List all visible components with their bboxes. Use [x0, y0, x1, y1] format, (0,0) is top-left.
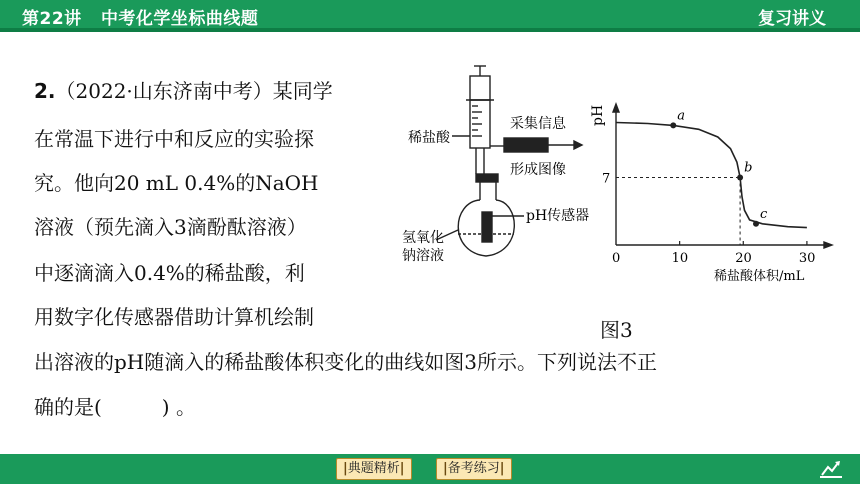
image-label: 形成图像 — [510, 162, 566, 178]
naoh-label-1: 氢氧化 — [402, 230, 444, 246]
point-label-c: c — [760, 206, 768, 222]
x-tick-label: 0 — [612, 251, 621, 266]
y-axis-label: pH — [590, 104, 606, 126]
naoh-label-2: 钠溶液 — [402, 248, 444, 264]
lecture-title — [22, 4, 258, 29]
ph-chart — [590, 100, 842, 290]
question-line-4: 溶液（预先滴入3滴酚酞溶液） — [34, 215, 307, 239]
x-axis-arrow — [824, 242, 832, 248]
question-number: 2. — [34, 79, 56, 103]
point-b — [737, 175, 743, 181]
x-tick-label: 30 — [798, 251, 816, 266]
question-line-8: 确的是( ) 。 — [34, 395, 196, 419]
question-line-2: 在常温下进行中和反应的实验探 — [34, 127, 314, 151]
footer-bar — [0, 454, 860, 484]
syringe-upper — [470, 76, 490, 100]
point-label-b: b — [744, 160, 753, 176]
section-title: 复习讲义 — [758, 9, 826, 29]
practice-label: 备考练习 — [447, 461, 500, 476]
y-tick-label: 7 — [602, 171, 611, 187]
ph-curve — [616, 123, 807, 228]
question-line-3: 究。他向20 mL 0.4%的NaOH — [34, 171, 319, 195]
point-a — [670, 122, 676, 128]
figure-caption: 图3 — [600, 318, 633, 342]
sensor-label: pH传感器 — [526, 208, 590, 224]
point-label-a: a — [677, 108, 686, 124]
question-line-7: 出溶液的pH随滴入的稀盐酸体积变化的曲线如图3所示。下列说法不正 — [34, 350, 657, 374]
arrow-head — [574, 141, 582, 149]
x-tick-label: 10 — [671, 251, 689, 266]
question-source: （2022·山东济南中考）某同学 — [55, 79, 333, 103]
return-icon[interactable] — [818, 459, 844, 479]
y-axis-arrow — [613, 104, 619, 112]
x-axis-label: 稀盐酸体积/mL — [714, 269, 805, 284]
question-line-5: 中逐滴滴入0.4%的稀盐酸，利 — [34, 261, 305, 285]
typical-examples-label: 典题精析 — [347, 461, 400, 476]
typical-examples-button[interactable] — [336, 458, 412, 480]
point-c — [753, 221, 759, 227]
x-tick-label: 20 — [735, 251, 752, 266]
question-line-1 — [34, 79, 333, 103]
header-bar — [0, 0, 860, 32]
collect-label: 采集信息 — [510, 116, 566, 132]
ph-probe — [482, 212, 492, 242]
lecture-topic: 中考化学坐标曲线题 — [100, 9, 259, 29]
practice-button[interactable] — [436, 458, 512, 480]
stopper — [476, 174, 498, 182]
data-collector — [504, 138, 548, 152]
lecture-number: 第22讲 — [22, 9, 82, 29]
acid-label: 稀盐酸 — [408, 130, 450, 146]
question-line-6: 用数字化传感器借助计算机绘制 — [34, 305, 314, 329]
apparatus-diagram — [396, 62, 602, 280]
